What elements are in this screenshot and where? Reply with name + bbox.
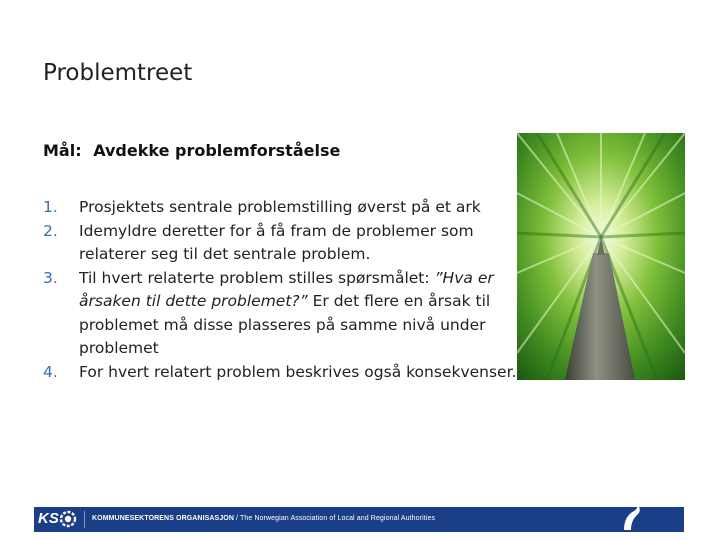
list-number: 4. bbox=[43, 362, 58, 381]
footer-divider bbox=[84, 511, 85, 528]
ks-logo bbox=[34, 507, 80, 532]
list-item bbox=[43, 361, 518, 385]
list-number: 1. bbox=[43, 198, 58, 216]
goal-text: Avdekke problemforståelse bbox=[93, 141, 341, 160]
list-text-part: Er det flere en årsak til problemet må disse plasseres på samme nivå under problemet bbox=[79, 292, 491, 357]
list-text-italic: ”Hva er årsaken til dette problemet?” bbox=[79, 268, 494, 310]
list-number: 2. bbox=[43, 221, 58, 240]
list-number: 3. bbox=[43, 268, 58, 287]
logo-text: KS bbox=[38, 510, 59, 527]
org-english: The Norwegian Association of Local and Regional Authorities bbox=[240, 515, 436, 522]
footer-org-text bbox=[92, 515, 435, 522]
list-text: Prosjektets sentrale problemstilling øverst på et ark bbox=[79, 198, 481, 216]
org-name: KOMMUNESEKTORENS ORGANISASJON bbox=[92, 515, 235, 522]
list-item bbox=[43, 196, 518, 220]
slide-title: Problemtreet bbox=[43, 60, 193, 86]
goal-line bbox=[43, 141, 340, 160]
list-text: For hvert relatert problem beskrives også konsekvenser. bbox=[79, 362, 517, 381]
list-item bbox=[43, 220, 518, 267]
org-separator: / bbox=[234, 515, 241, 522]
steps-list bbox=[43, 196, 518, 384]
list-item bbox=[43, 267, 518, 361]
list-text bbox=[79, 267, 518, 361]
list-text-part: Til hvert relaterte problem stilles spørsmålet: bbox=[79, 268, 435, 287]
gear-icon bbox=[58, 509, 78, 534]
list-text: Idemyldre deretter for å få fram de problemer som relaterer seg til det sentrale problem. bbox=[79, 221, 474, 263]
brand-mark-icon bbox=[618, 500, 644, 537]
tree-canopy-photo bbox=[517, 133, 685, 380]
goal-label: Mål: bbox=[43, 141, 82, 160]
footer-bar bbox=[34, 507, 684, 532]
